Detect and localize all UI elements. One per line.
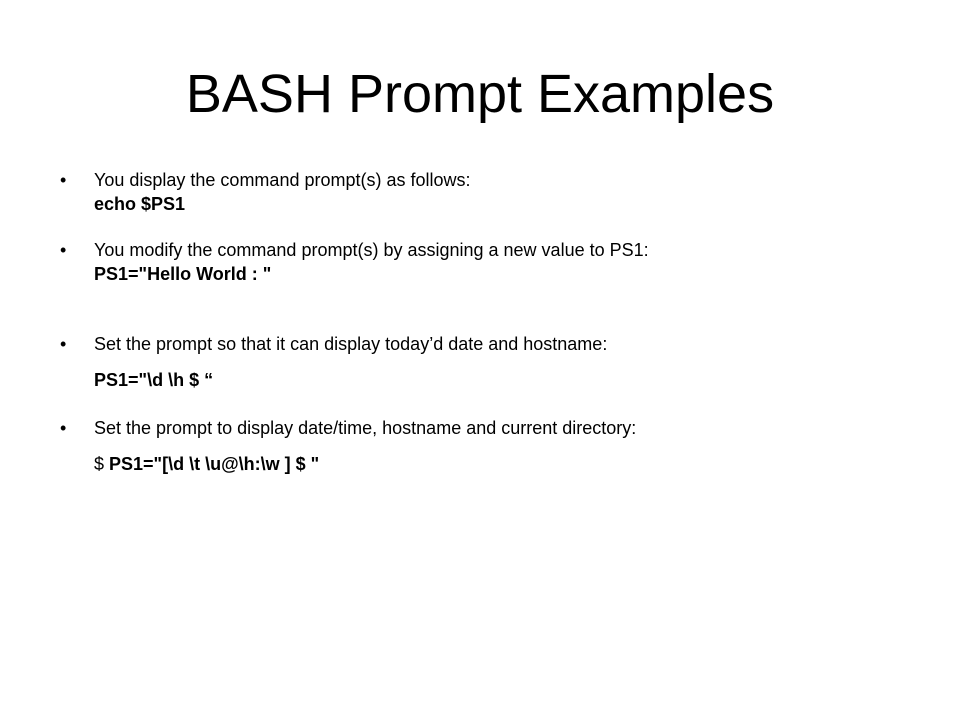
bullet-code: PS1="Hello World : " (94, 264, 272, 284)
bullet-code: PS1="[\d \t \u@\h:\w ] $ " (109, 454, 320, 474)
bullet-text: Set the prompt to display date/time, hostname and current directory: (94, 418, 637, 438)
shell-prompt-symbol: $ (94, 454, 110, 474)
bullet-list (58, 168, 918, 476)
bullet-text: You display the command prompt(s) as follows: (94, 170, 471, 190)
bullet-text: Set the prompt so that it can display today’d date and hostname: (94, 334, 608, 354)
slide-title: BASH Prompt Examples (185, 64, 775, 124)
bullet-item (58, 416, 918, 476)
bullet-dot-icon: • (60, 334, 67, 354)
bullet-item (58, 238, 918, 286)
bullet-dot-icon: • (60, 170, 67, 190)
bullet-code-line (94, 452, 918, 476)
bullet-text: You modify the command prompt(s) by assigning a new value to PS1: (94, 240, 649, 260)
bullet-item (58, 168, 918, 216)
bullet-item (58, 332, 918, 392)
bullet-code: echo $PS1 (94, 194, 186, 214)
bullet-code: PS1="\d \h $ “ (94, 370, 214, 390)
bullet-spacer (94, 356, 918, 368)
bullet-spacer (94, 440, 918, 452)
bullet-dot-icon: • (60, 240, 67, 260)
bullet-dot-icon: • (60, 418, 67, 438)
